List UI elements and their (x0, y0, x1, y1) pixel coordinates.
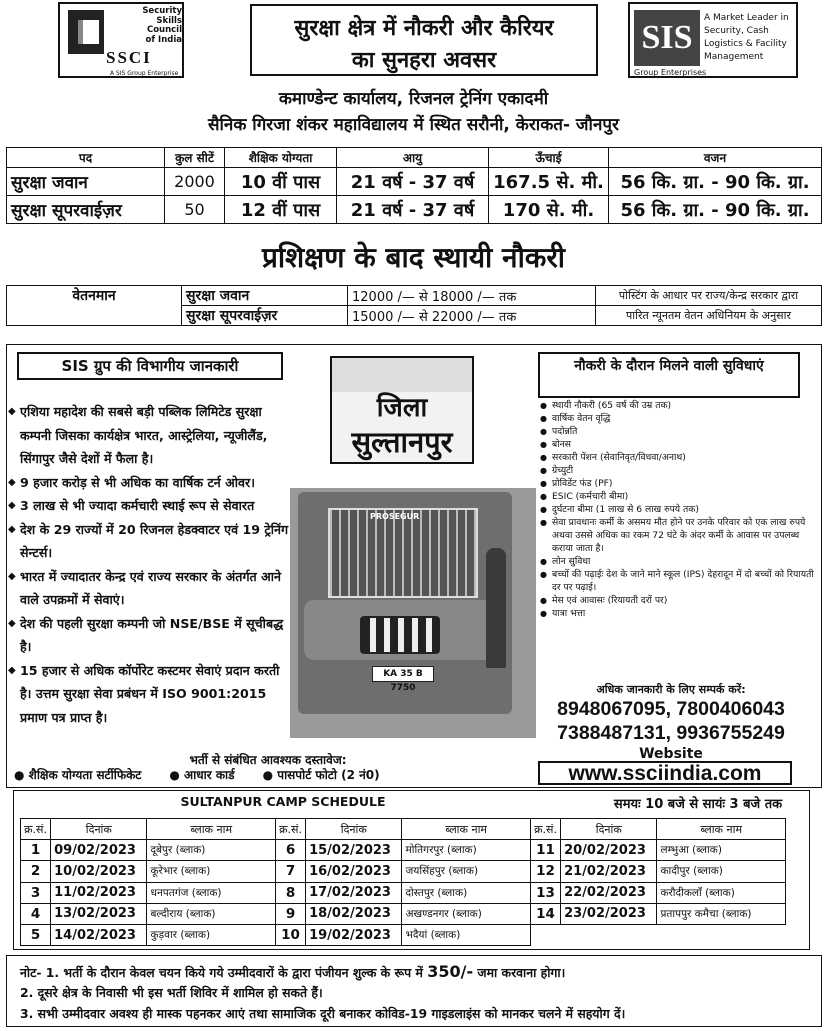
camp-cell: 8 (275, 882, 305, 903)
camp-cell: मोतिगरपुर (ब्लाक) (402, 840, 531, 861)
list-item: ◆ एशिया महादेश की सबसे बड़ी पब्लिक लिमिटेड सुरक्षा कम्पनी जिसका कार्यक्षेत्र भारत, आस्ट्रेलिया, न्यूजीलैंड, सिंगापुर जैसे देशों में फैला है। (8, 400, 290, 471)
list-item: ● पदोन्नति (540, 425, 822, 438)
camp-cell: जयसिंहपुर (ब्लाक) (402, 861, 531, 882)
documents-list (14, 766, 534, 783)
list-item: ● ESIC (कर्मचारी बीमा) (540, 490, 822, 503)
camp-cell: 11/02/2023 (51, 882, 147, 903)
list-item: ● बच्चों की पढ़ाईः देश के जाने माने स्कूल (IPS) देहरादून में दो बच्चों को रियायती दर पर पढ़ाई। (540, 568, 822, 594)
sis-logo (628, 2, 798, 78)
list-item: ● वार्षिक वेतन वृद्धि (540, 412, 822, 425)
camp-cell-empty (657, 924, 786, 945)
camp-cell: 22/02/2023 (561, 882, 657, 903)
jobs-cell: 10 वीं पास (225, 168, 337, 196)
jobs-header-post: पद (7, 148, 165, 168)
table-row (21, 903, 786, 924)
note-line-3: 3. सभी उम्मीदवार अवश्य ही मास्क पहनकर आएं तथा सामाजिक दूरी बनाकर कोविड-19 गाइडलाइंस को मानकर चलने में सहयोग दें। (20, 1006, 626, 1021)
list-item: ● शैक्षिक योग्यता सर्टीफिकेट (14, 766, 141, 783)
list-item: ● प्रोविडेंट फंड (PF) (540, 477, 822, 490)
pay-post: सुरक्षा सूपरवाईज़र (182, 306, 348, 326)
headline-line-1: सुरक्षा क्षेत्र में नौकरी और कैरियर (294, 16, 554, 41)
office-line-2: सैनिक गिरजा शंकर महाविद्यालय में स्थित सरौनी, केराकत- जौनपुर (207, 115, 619, 135)
security-vehicle-photo (290, 488, 536, 738)
list-item: ● मेस एवं आवासः (रियायती दरों पर) (540, 594, 822, 607)
camp-header: ब्लाक नाम (657, 819, 786, 840)
note-1-text-end: जमा करवाना होगा। (473, 965, 566, 980)
camp-cell: भदैयां (ब्लाक) (402, 924, 531, 945)
pay-amount: 12000 /— से 18000 /— तक (348, 286, 596, 306)
list-item: ● बोनस (540, 438, 822, 451)
pay-note: पारित न्यूनतम वेतन अधिनियम के अनुसार (596, 306, 822, 326)
website-label: Website (639, 746, 703, 762)
camp-header: दिनांक (561, 819, 657, 840)
camp-cell: 15/02/2023 (306, 840, 402, 861)
pay-amount: 15000 /— से 22000 /— तक (348, 306, 596, 326)
jobs-cell: सुरक्षा सूपरवाईज़र (7, 196, 165, 224)
camp-cell: दोस्तपुर (ब्लाक) (402, 882, 531, 903)
jobs-cell: 2000 (165, 168, 225, 196)
registration-fee: 350/- (427, 962, 474, 981)
headline-box (250, 4, 598, 76)
camp-cell: 13/02/2023 (51, 903, 147, 924)
jobs-header-weight: वजन (609, 148, 822, 168)
camp-cell: 6 (275, 840, 305, 861)
benefits-list (540, 399, 822, 620)
list-item: ● सेवा प्रावधानः कर्मी के असमय मौत होने पर उनके परिवार को एक लाख रुपये अथवा उससे अधिक का रकम 72 घंटे के अंदर कर्मी के आवास पर उपलब्ध कराया जाता है। (540, 516, 822, 555)
guard-figure (486, 548, 506, 668)
documents-title: भर्ती से संबंधित आवश्यक दस्तावेज: (189, 753, 347, 767)
camp-cell: 10/02/2023 (51, 861, 147, 882)
jobs-cell: 56 कि. ग्रा. - 90 कि. ग्रा. (609, 168, 822, 196)
table-row (7, 286, 822, 306)
camp-cell: 7 (275, 861, 305, 882)
camp-table-header-row (21, 819, 786, 840)
office-line-1: कमाण्डेन्ट कार्यालय, रिजनल ट्रेनिंग एकादमी (278, 89, 549, 109)
ssci-logo-small-text: Security Skills Council of India (142, 6, 182, 45)
camp-cell: 18/02/2023 (306, 903, 402, 924)
jobs-table-header-row (7, 148, 822, 168)
camp-cell: कूरेभार (ब्लाक) (147, 861, 276, 882)
jobs-header-height: ऊँचाई (489, 148, 609, 168)
vehicle-label: PROSEGUR (370, 512, 420, 521)
camp-cell: 3 (21, 882, 51, 903)
table-row (21, 882, 786, 903)
camp-cell: 23/02/2023 (561, 903, 657, 924)
camp-cell: दूबेपुर (ब्लाक) (147, 840, 276, 861)
website-link[interactable]: www.ssciindia.com (538, 761, 792, 785)
ssci-logo-tagline: A SIS Group Enterprise (110, 70, 179, 77)
table-row (7, 196, 822, 224)
jobs-cell: 12 वीं पास (225, 196, 337, 224)
camp-cell: 5 (21, 924, 51, 945)
camp-cell: 20/02/2023 (561, 840, 657, 861)
pay-scale-label: वेतनमान (7, 286, 182, 326)
camp-header: क्र.सं. (21, 819, 51, 840)
camp-cell: प्रतापपुर कमैचा (ब्लाक) (657, 903, 786, 924)
list-item: ● आधार कार्ड (169, 766, 234, 783)
camp-header: क्र.सं. (530, 819, 560, 840)
camp-cell: 1 (21, 840, 51, 861)
permanent-job-title: प्रशिक्षण के बाद स्थायी नौकरी (261, 241, 566, 274)
ssci-logo-name: SSCI (106, 48, 152, 67)
camp-header: क्र.सं. (275, 819, 305, 840)
camp-cell: करौदीकलाँ (ब्लाक) (657, 882, 786, 903)
list-item: ● स्थायी नौकरी (65 वर्ष की उम्र तक) (540, 399, 822, 412)
camp-cell: अखण्डनगर (ब्लाक) (402, 903, 531, 924)
camp-cell: 13 (530, 882, 560, 903)
list-item: ● यात्रा भत्ता (540, 607, 822, 620)
camp-cell: 9 (275, 903, 305, 924)
jobs-cell: 170 से. मी. (489, 196, 609, 224)
camp-schedule-title: SULTANPUR CAMP SCHEDULE (180, 794, 386, 809)
list-item: ● दुर्घटना बीमा (1 लाख से 6 लाख रुपये तक) (540, 503, 822, 516)
camp-cell: कादीपुर (ब्लाक) (657, 861, 786, 882)
list-item: ● लोन सुविधा (540, 555, 822, 568)
jobs-cell: 21 वर्ष - 37 वर्ष (337, 168, 489, 196)
list-item: ● पासपोर्ट फोटो (2 नं0) (263, 766, 380, 783)
contact-caption: अधिक जानकारी के लिए सम्पर्क करें: (596, 683, 746, 696)
jobs-header-qualification: शैक्षिक योग्यता (225, 148, 337, 168)
list-item: ● सरकारी पेंशन (सेवानिवृत/विधवा/अनाथ) (540, 451, 822, 464)
list-item: ◆ देश की पहली सुरक्षा कम्पनी जो NSE/BSE में सूचीबद्ध है। (8, 612, 290, 659)
benefits-title: नौकरी के दौरान मिलने वाली सुविधाएं (538, 352, 800, 398)
jobs-cell: 50 (165, 196, 225, 224)
camp-cell: 19/02/2023 (306, 924, 402, 945)
jobs-cell: 167.5 से. मी. (489, 168, 609, 196)
ssci-logo (58, 2, 184, 78)
camp-cell: 11 (530, 840, 560, 861)
sis-info-list (8, 400, 290, 729)
jobs-cell: 21 वर्ष - 37 वर्ष (337, 196, 489, 224)
camp-cell: धनपतगंज (ब्लाक) (147, 882, 276, 903)
camp-cell: 14 (530, 903, 560, 924)
camp-cell: 12 (530, 861, 560, 882)
camp-cell: लम्भुआ (ब्लाक) (657, 840, 786, 861)
camp-cell: कुड़वार (ब्लाक) (147, 924, 276, 945)
camp-cell: 4 (21, 903, 51, 924)
camp-header: ब्लाक नाम (147, 819, 276, 840)
district-box (330, 356, 474, 464)
headline-line-2: का सुनहरा अवसर (351, 48, 497, 73)
list-item: ● ग्रेच्युटी (540, 464, 822, 477)
note-line-1 (20, 962, 565, 981)
camp-cell: 14/02/2023 (51, 924, 147, 945)
jobs-header-age: आयु (337, 148, 489, 168)
pay-note: पोस्टिंग के आधार पर राज्य/केन्द्र सरकार द्वारा (596, 286, 822, 306)
camp-cell-empty (530, 924, 560, 945)
camp-cell: 16/02/2023 (306, 861, 402, 882)
camp-cell: 10 (275, 924, 305, 945)
jobs-table (6, 147, 822, 224)
pay-post: सुरक्षा जवान (182, 286, 348, 306)
camp-schedule-time: समयः 10 बजे से सायंः 3 बजे तक (613, 797, 783, 812)
jobs-cell: 56 कि. ग्रा. - 90 कि. ग्रा. (609, 196, 822, 224)
vehicle-cage (328, 508, 478, 598)
note-1-text: नोट- 1. भर्ती के दौरान केवल चयन किये गये उम्मीदवारों के द्वारा पंजीयन शुल्क के रूप में (20, 965, 428, 980)
list-item: ◆ देश के 29 राज्यों में 20 रिजनल हेडक्वाटर एवं 19 ट्रेनिंग सेन्टर्स। (8, 518, 290, 565)
sis-logo-description: A Market Leader in Security, Cash Logistics & Facility Management (704, 13, 789, 62)
camp-cell-empty (561, 924, 657, 945)
camp-cell: 21/02/2023 (561, 861, 657, 882)
ssci-logo-mark-icon (68, 10, 104, 54)
camp-cell: बल्दीराय (ब्लाक) (147, 903, 276, 924)
note-line-2: 2. दूसरे क्षेत्र के निवासी भी इस भर्ती शिविर में शामिल हो सकते हैं। (20, 985, 323, 1000)
vehicle-grille (360, 616, 440, 654)
camp-cell: 2 (21, 861, 51, 882)
camp-schedule-table (20, 818, 786, 946)
table-row (21, 924, 786, 945)
list-item: ◆ 3 लाख से भी ज्यादा कर्मचारी स्थाई रूप से सेवारत (8, 494, 290, 518)
table-row (21, 840, 786, 861)
jobs-header-seats: कुल सीटें (165, 148, 225, 168)
district-label: जिला (376, 393, 428, 423)
vehicle-plate: KA 35 B 7750 (372, 666, 434, 682)
list-item: ◆ 15 हजार से अधिक कॉर्पोरेट कस्टमर सेवाएं प्रदान करती है। उत्तम सुरक्षा सेवा प्रबंधन में ISO 9001:2015 प्रमाण पत्र प्राप्त है। (8, 659, 290, 730)
camp-cell: 09/02/2023 (51, 840, 147, 861)
phone-numbers[interactable]: 7388487131, 9936755249 (557, 722, 785, 744)
pay-table (6, 285, 822, 326)
district-name: सुल्तानपुर (351, 425, 453, 459)
list-item: ◆ भारत में ज्यादातर केन्द्र एवं राज्य सरकार के अंतर्गत आने वाले उपक्रमों में सेवाएं। (8, 565, 290, 612)
camp-cell: 17/02/2023 (306, 882, 402, 903)
phone-numbers[interactable]: 8948067095, 7800406043 (557, 698, 785, 720)
camp-header: दिनांक (51, 819, 147, 840)
sis-logo-mark-icon: SIS (634, 10, 700, 66)
camp-header: दिनांक (306, 819, 402, 840)
sis-info-title: SIS ग्रुप की विभागीय जानकारी (17, 352, 283, 380)
sis-logo-group: Group Enterprises (634, 68, 707, 77)
list-item: ◆ 9 हजार करोड़ से भी अधिक का वार्षिक टर्न ओवर। (8, 471, 290, 495)
camp-header: ब्लाक नाम (402, 819, 531, 840)
jobs-cell: सुरक्षा जवान (7, 168, 165, 196)
table-row (7, 168, 822, 196)
table-row (21, 861, 786, 882)
